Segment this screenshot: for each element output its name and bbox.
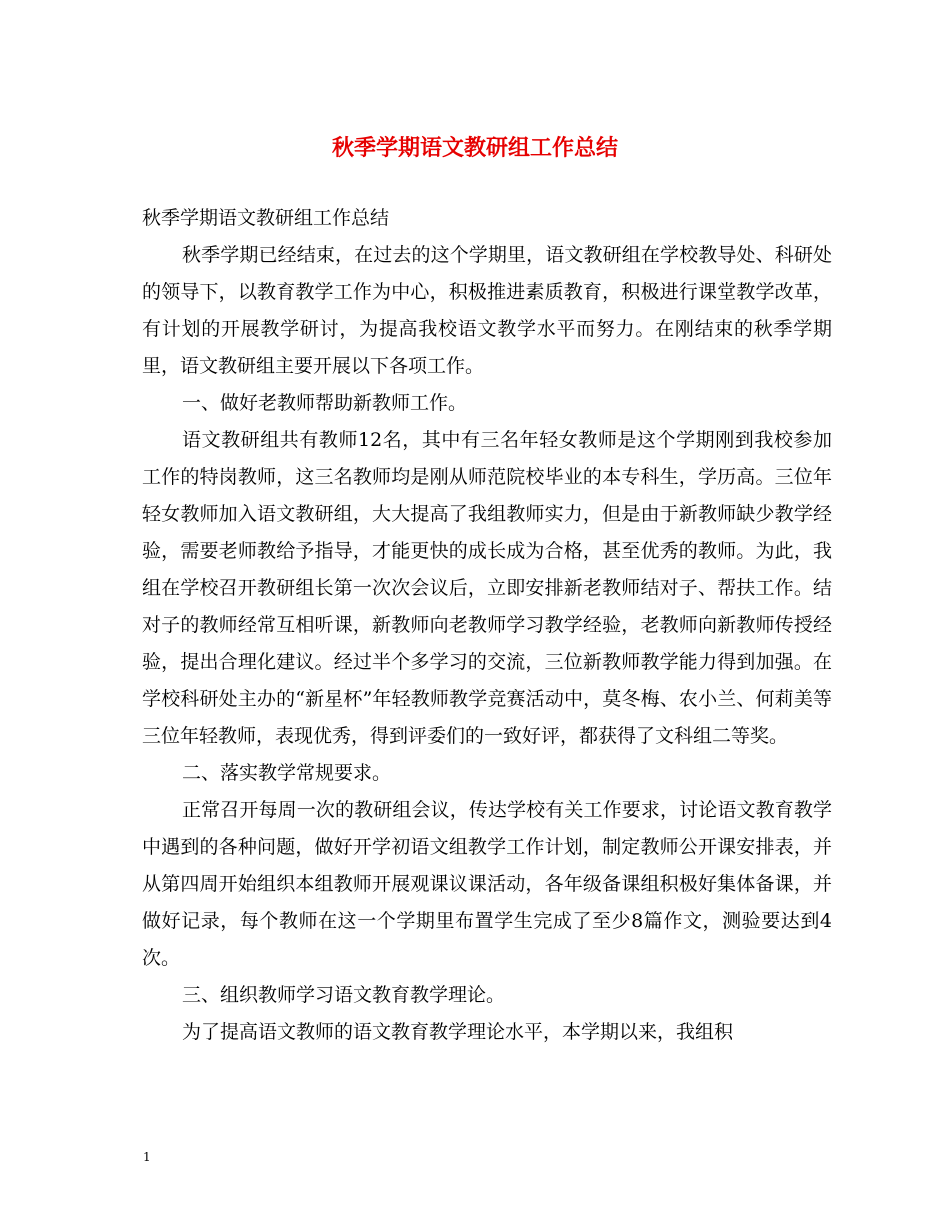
document-title: 秋季学期语文教研组工作总结 (331, 135, 618, 161)
section-heading-2: 二、落实教学常规要求。 (182, 762, 392, 784)
paragraph-section-3: 为了提高语文教师的语文教育教学理论水平，本学期以来，我组积 (182, 1021, 734, 1043)
paragraph-section-2: 正常召开每周一次的教研组会议，传达学校有关工作要求，讨论语文教育教学中遇到的各种问题，做好开学初语文组教学工作计划，制定教师公开课安排表，并从第四周开始组织本组教师开展观课议课活动，各年级备课组积极好集体备课，并做好记录，每个教师在这一个学期里布置学生完成了至少8篇作文，测验要达到4次。 (142, 799, 832, 969)
section-heading-1: 一、做好老教师帮助新教师工作。 (182, 392, 468, 414)
section-heading-3: 三、组织教师学习语文教育教学理论。 (182, 984, 506, 1006)
document-subtitle: 秋季学期语文教研组工作总结 (142, 207, 390, 229)
paragraph-section-1: 语文教研组共有教师12名，其中有三名年轻女教师是这个学期刚到我校参加工作的特岗教师，这三名教师均是刚从师范院校毕业的本专科生，学历高。三位年轻女教师加入语文教研组，大大提高了我组教师实力，但是由于新教师缺少教学经验，需要老师教给予指导，才能更快的成长成为合格，甚至优秀的教师。为此，我组在学校召开教研组长第一次次会议后，立即安排新老教师结对子、帮扶工作。结对子的教师经常互相听课，新教师向老教师学习教学经验，老教师向新教师传授经验，提出合理化建议。经过半个多学习的交流，三位新教师教学能力得到加强。在学校科研处主办的“新星杯”年轻教师教学竞赛活动中，莫冬梅、农小兰、何莉美等三位年轻教师，表现优秀，得到评委们的一致好评，都获得了文科组二等奖。 (142, 429, 832, 747)
page-number: 1 (143, 1150, 151, 1164)
document-body (142, 200, 832, 1051)
paragraph-intro: 秋季学期已经结束，在过去的这个学期里，语文教研组在学校教导处、科研处的领导下，以教育教学工作为中心，积极推进素质教育，积极进行课堂教学改革，有计划的开展教学研讨，为提高我校语文教学水平而努力。在刚结束的秋季学期里，语文教研组主要开展以下各项工作。 (142, 244, 832, 377)
